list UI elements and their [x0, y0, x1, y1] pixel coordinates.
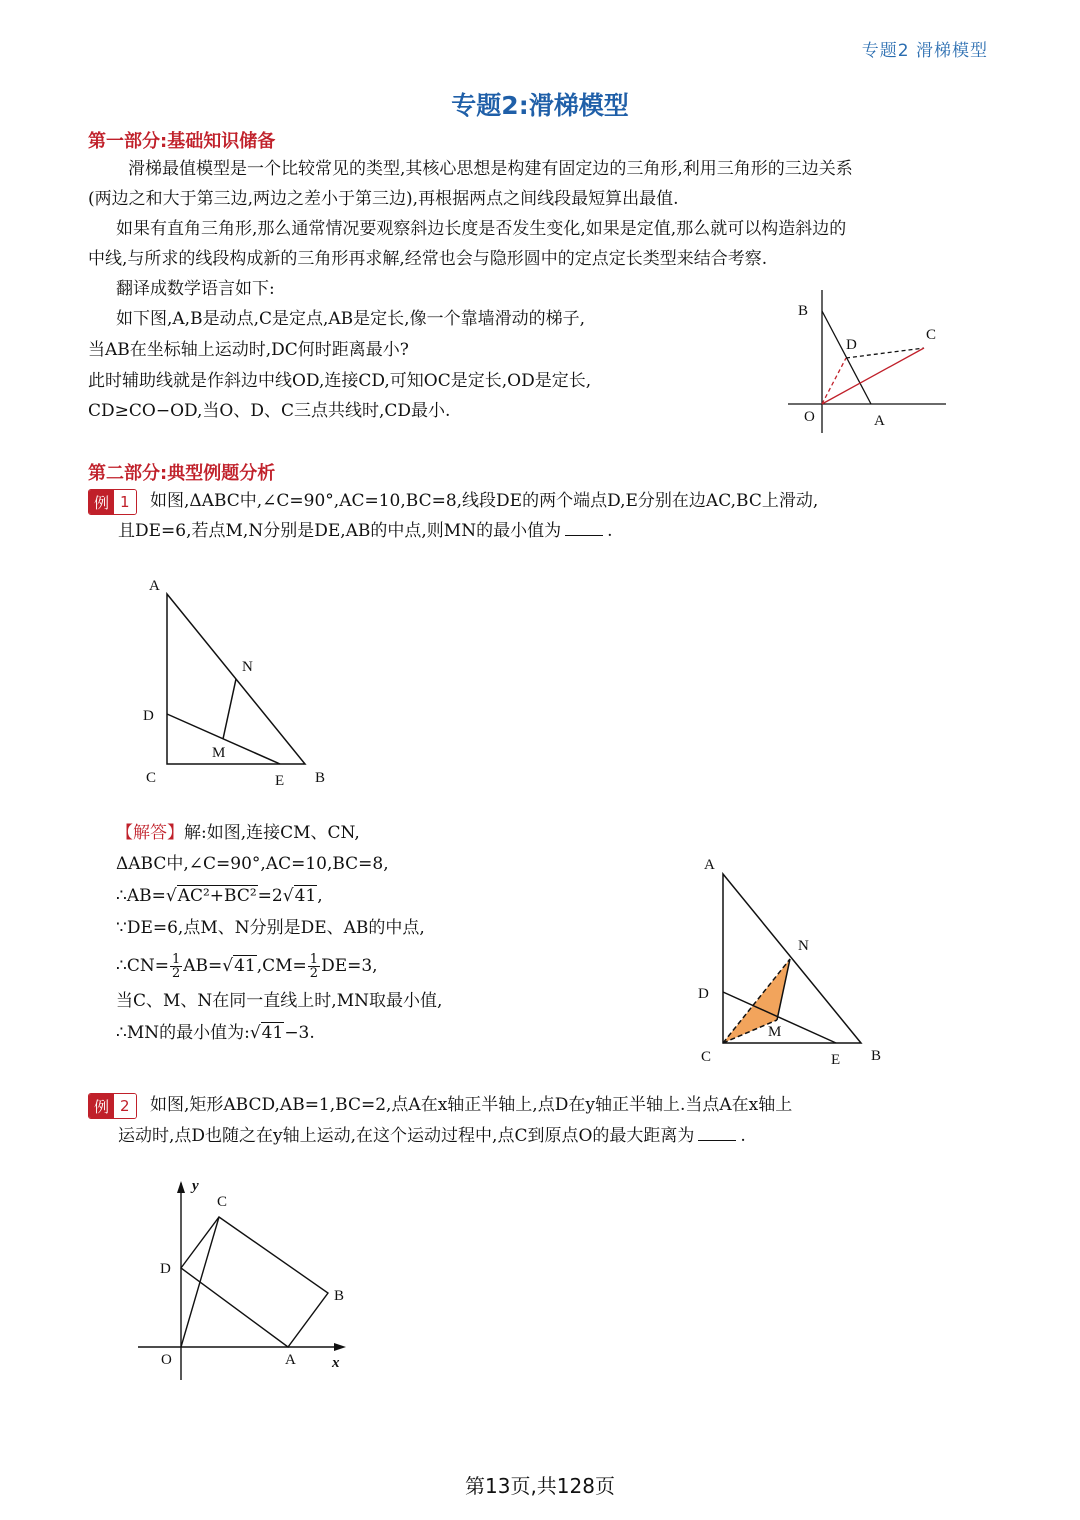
- x-axis-arrow: [334, 1343, 346, 1351]
- part1-line-4: 中线,与所求的线段构成新的三角形再求解,经常也会与隐形圆中的定点定长类型来结合考察.: [88, 249, 768, 269]
- solution-tag: 【解答】: [116, 823, 184, 843]
- example2-figure: [130, 1175, 360, 1390]
- solution-line-4: ∵DE=6,点M、N分别是DE、AB的中点,: [116, 918, 425, 938]
- label-d: D: [698, 986, 709, 1002]
- solution-line-5-d: DE=3,: [321, 956, 378, 976]
- solution-line-7-a: ∴MN的最小值为:: [116, 1023, 250, 1043]
- page-title: 专题2:滑梯模型: [451, 91, 629, 120]
- label-a: A: [874, 413, 885, 429]
- solution-line-3: [116, 885, 323, 907]
- example-number: 1: [114, 490, 136, 514]
- label-m: M: [768, 1024, 782, 1040]
- label-b: B: [871, 1048, 882, 1064]
- fraction-half: [170, 953, 182, 980]
- y-axis-arrow: [177, 1181, 185, 1193]
- example1-line-1: 如图,ΔABC中,∠C=90°,AC=10,BC=8,线段DE的两个端点D,E分别在边AC,BC上滑动,: [150, 491, 819, 511]
- sqrt-expression: √41: [222, 956, 256, 976]
- solution-line-2: ΔABC中,∠C=90°,AC=10,BC=8,: [116, 854, 389, 874]
- radicand: 41: [261, 1023, 284, 1043]
- sqrt-expression: √41: [282, 886, 317, 906]
- part1-line-7: 当AB在坐标轴上运动时,DC何时距离最小?: [88, 340, 409, 360]
- running-header: 专题2 滑梯模型: [861, 41, 988, 61]
- label-b: B: [315, 770, 326, 786]
- radicand: 41: [294, 886, 317, 906]
- radicand: AC²+BC²: [177, 886, 257, 906]
- example-tag: 例: [89, 1094, 114, 1118]
- sqrt-expression: √AC²+BC²: [165, 886, 257, 906]
- example1-line-2: [118, 520, 613, 542]
- label-e: E: [275, 773, 285, 789]
- part1-line-9: CD≥CO−OD,当O、D、C三点共线时,CD最小.: [88, 401, 451, 421]
- solution-line-7-b: −3.: [284, 1023, 315, 1043]
- example1-badge: [88, 489, 137, 515]
- rectangle-abcd: [181, 1217, 328, 1347]
- example-number: 2: [114, 1094, 136, 1118]
- fraction-denominator: 2: [171, 966, 181, 981]
- label-d: D: [846, 337, 857, 353]
- page-footer: 第13页,共128页: [465, 1474, 615, 1498]
- label-n: N: [242, 659, 253, 675]
- part1-line-6: 如下图,A,B是动点,C是定点,AB是定长,像一个靠墙滑动的梯子,: [116, 309, 585, 329]
- example1-figure: [135, 570, 345, 795]
- sqrt-expression: √41: [249, 1023, 284, 1043]
- solution-line-7: [116, 1022, 315, 1044]
- solution-line-5-a: ∴CN=: [116, 956, 169, 976]
- ladder-figure: [780, 285, 960, 445]
- example1-line-2-text: 且DE=6,若点M,N分别是DE,AB的中点,则MN的最小值为: [118, 521, 562, 541]
- example2-line-2-text: 运动时,点D也随之在y轴上运动,在这个运动过程中,点C到原点O的最大距离为: [118, 1126, 695, 1146]
- solution-line-3-b: =2: [257, 886, 283, 906]
- segment-dc: [846, 348, 924, 358]
- fraction-numerator: 1: [309, 952, 319, 967]
- label-b: B: [798, 303, 809, 319]
- solution-line-3-a: ∴AB=: [116, 886, 166, 906]
- label-d: D: [160, 1261, 171, 1277]
- example2-badge: [88, 1093, 137, 1119]
- label-e: E: [831, 1052, 841, 1068]
- example2-line-2: [118, 1125, 746, 1147]
- example2-line-2-end: .: [740, 1126, 746, 1146]
- label-a: A: [149, 578, 160, 594]
- part1-line-8: 此时辅助线就是作斜边中线OD,连接CD,可知OC是定长,OD是定长,: [88, 371, 592, 391]
- example1-line-2-end: .: [607, 521, 613, 541]
- label-b: B: [334, 1288, 345, 1304]
- label-o: O: [804, 409, 815, 425]
- fraction-denominator: 2: [309, 966, 319, 981]
- label-y: y: [192, 1178, 199, 1194]
- part1-heading: 第一部分:基础知识储备: [88, 131, 276, 152]
- label-a: A: [704, 857, 715, 873]
- label-c: C: [217, 1194, 228, 1210]
- label-c: C: [146, 770, 157, 786]
- part1-line-1: 滑梯最值模型是一个比较常见的类型,其核心思想是构建有固定边的三角形,利用三角形的三边关系: [128, 159, 853, 179]
- solution-line-1: [116, 822, 360, 844]
- solution-line-5-b: AB=: [183, 956, 223, 976]
- segment-oc: [181, 1217, 219, 1347]
- fraction-half: [308, 953, 320, 980]
- example2-line-1: 如图,矩形ABCD,AB=1,BC=2,点A在x轴正半轴上,点D在y轴正半轴上.当点A在x轴上: [150, 1095, 793, 1115]
- part1-line-2: (两边之和大于第三边,两边之差小于第三边),再根据两点之间线段最短算出最值.: [88, 189, 679, 209]
- segment-mn: [223, 679, 236, 739]
- radicand: 41: [234, 956, 256, 976]
- label-o: O: [161, 1352, 172, 1368]
- label-m: M: [212, 745, 226, 761]
- answer-blank[interactable]: [698, 1126, 736, 1141]
- label-d: D: [143, 708, 154, 724]
- part1-line-5: 翻译成数学语言如下:: [116, 279, 275, 299]
- solution-line-5: [116, 951, 378, 981]
- solution-line-3-c: ,: [317, 886, 323, 906]
- label-c: C: [701, 1049, 712, 1065]
- answer-blank[interactable]: [565, 521, 603, 536]
- part1-line-3: 如果有直角三角形,那么通常情况要观察斜边长度是否发生变化,如果是定值,那么就可以构造斜边的: [116, 219, 847, 239]
- solution-line-6: 当C、M、N在同一直线上时,MN取最小值,: [116, 991, 443, 1011]
- solution-line-5-c: ,CM=: [256, 956, 307, 976]
- part2-heading: 第二部分:典型例题分析: [88, 463, 276, 484]
- label-a: A: [285, 1352, 296, 1368]
- label-c: C: [926, 327, 937, 343]
- solution-figure: [690, 850, 900, 1075]
- label-n: N: [798, 938, 809, 954]
- label-x: x: [332, 1355, 340, 1371]
- example-tag: 例: [89, 490, 114, 514]
- solution-line-1-text: 解:如图,连接CM、CN,: [184, 823, 360, 843]
- fraction-numerator: 1: [171, 952, 181, 967]
